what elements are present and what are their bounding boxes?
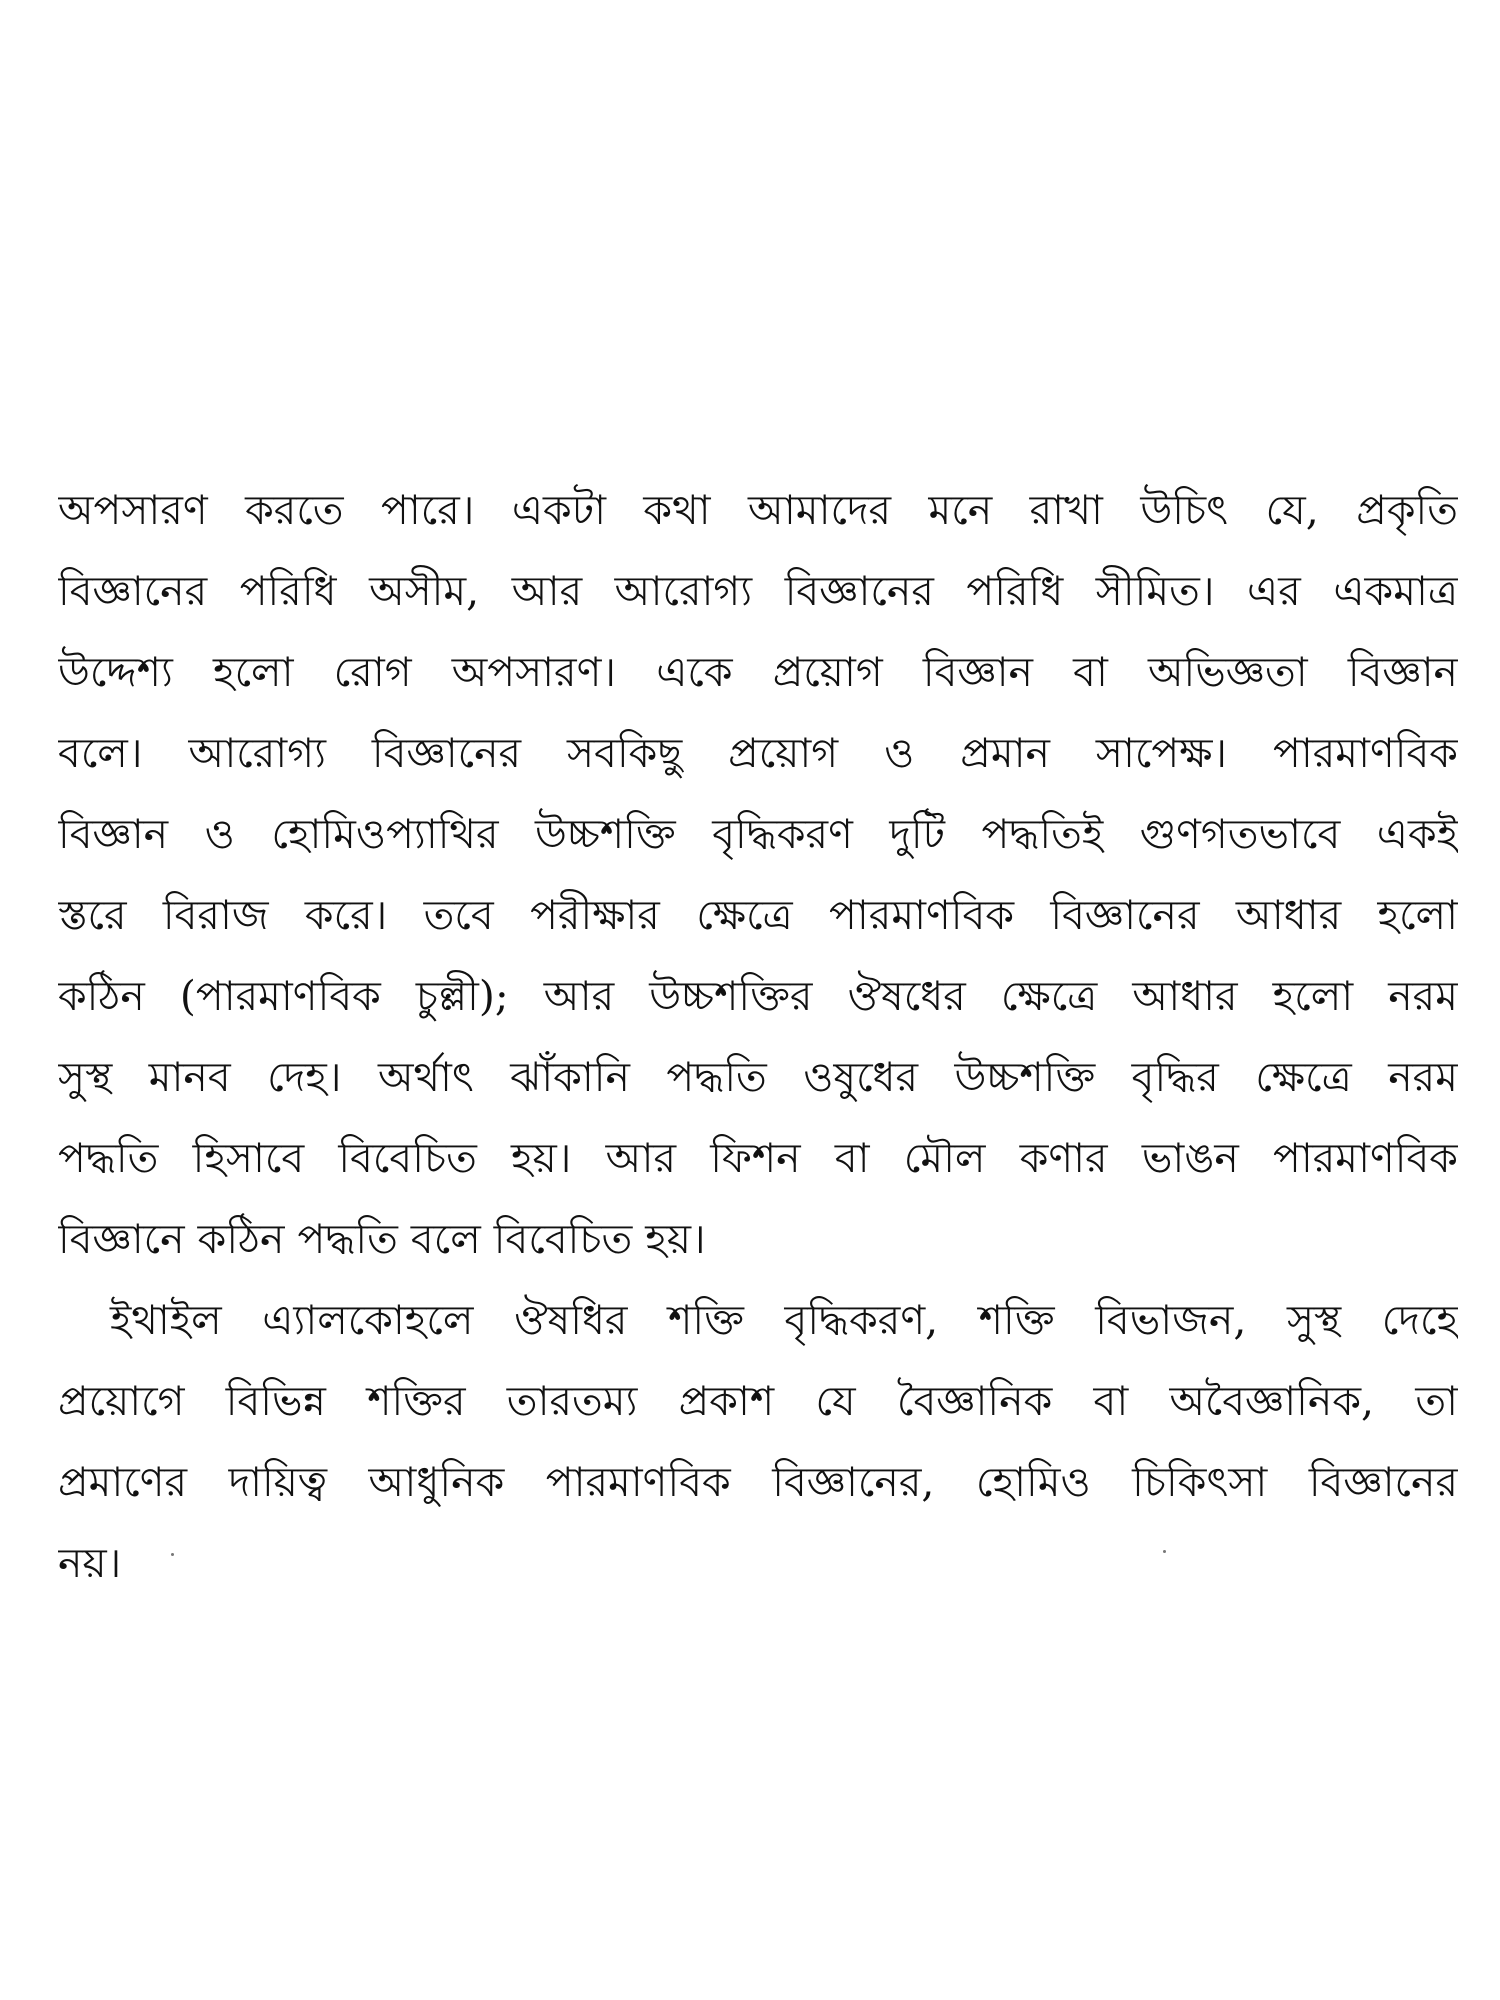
text-line: বলে। আরোগ্য বিজ্ঞানের সবকিছু প্রয়োগ ও প্রমান সাপেক্ষ। পারমাণবিক — [58, 729, 1458, 777]
text-line: বিজ্ঞানের পরিধি অসীম, আর আরোগ্য বিজ্ঞানের পরিধি সীমিত। এর একমাত্র — [58, 567, 1458, 615]
text-line: বিজ্ঞানে কঠিন পদ্ধতি বলে বিবেচিত হয়। — [58, 1215, 706, 1263]
text-line: অপসারণ করতে পারে। একটা কথা আমাদের মনে রাখা উচিৎ যে, প্রকৃতি — [58, 486, 1458, 534]
text-line: ইথাইল এ্যালকোহলে ঔষধির শক্তি বৃদ্ধিকরণ, শক্তি বিভাজন, সুস্থ দেহে — [110, 1296, 1458, 1344]
text-line: পদ্ধতি হিসাবে বিবেচিত হয়। আর ফিশন বা মৌল কণার ভাঙন পারমাণবিক — [58, 1134, 1458, 1182]
text-line: প্রয়োগে বিভিন্ন শক্তির তারতম্য প্রকাশ যে বৈজ্ঞানিক বা অবৈজ্ঞানিক, তা — [58, 1377, 1458, 1425]
body-text — [58, 470, 1458, 1604]
text-line: প্রমাণের দায়িত্ব আধুনিক পারমাণবিক বিজ্ঞানের, হোমিও চিকিৎসা বিজ্ঞানের — [58, 1458, 1458, 1506]
text-line: বিজ্ঞান ও হোমিওপ্যাথির উচ্চশক্তি বৃদ্ধিকরণ দুটি পদ্ধতিই গুণগতভাবে একই — [58, 810, 1458, 858]
text-line: কঠিন (পারমাণবিক চুল্লী); আর উচ্চশক্তির ঔষধের ক্ষেত্রে আধার হলো নরম — [58, 972, 1458, 1020]
text-line: নয়। — [58, 1539, 122, 1587]
scan-speck — [1163, 1550, 1166, 1553]
text-line: উদ্দেশ্য হলো রোগ অপসারণ। একে প্রয়োগ বিজ্ঞান বা অভিজ্ঞতা বিজ্ঞান — [58, 648, 1458, 696]
text-line: স্তরে বিরাজ করে। তবে পরীক্ষার ক্ষেত্রে পারমাণবিক বিজ্ঞানের আধার হলো — [58, 891, 1458, 939]
text-line: সুস্থ মানব দেহ। অর্থাৎ ঝাঁকানি পদ্ধতি ওষুধের উচ্চশক্তি বৃদ্ধির ক্ষেত্রে নরম — [58, 1053, 1458, 1101]
scan-speck — [171, 1553, 174, 1556]
